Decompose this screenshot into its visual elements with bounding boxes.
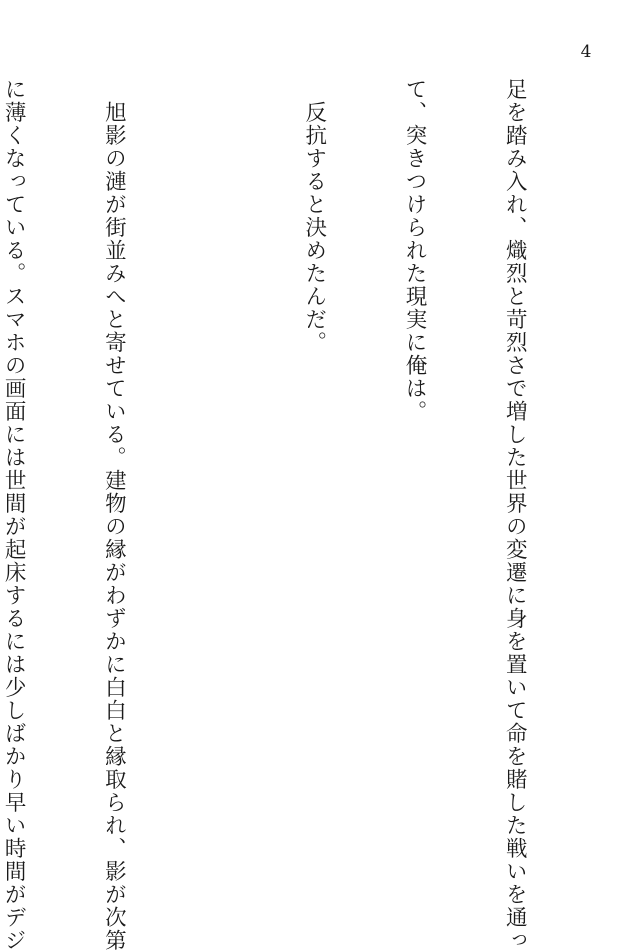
text-line-2: て、突きつけられた現実に俺は。	[401, 78, 427, 423]
text-line-1: 足を踏み入れ、熾烈と苛烈さで増した世界の変遷に身を置いて命を賭した戦いを通っ	[502, 78, 528, 952]
text-line-6: に薄くなっている。スマホの画面には世間が起床するには少しばかり早い時間がデジ	[1, 78, 27, 952]
text-line-3: 反抗すると決めたんだ。	[301, 78, 327, 354]
blank-line	[197, 78, 230, 868]
body-text	[0, 78, 598, 952]
page-number: 4	[580, 42, 592, 62]
text-line-5: 旭影の漣が街並みへと寄せている。建物の縁がわずかに白白と縁取られ、影が次第	[101, 78, 127, 952]
